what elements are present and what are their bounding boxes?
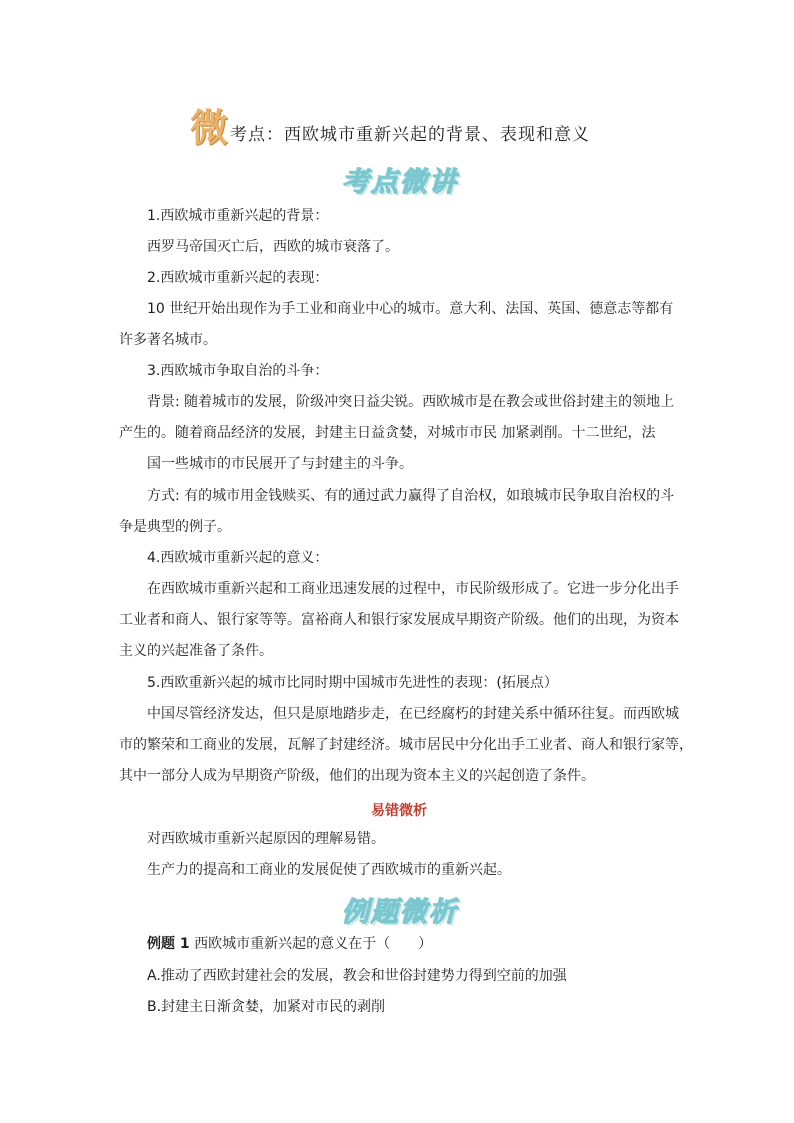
wei-badge: 微	[190, 105, 229, 150]
paragraph-line: 10 世纪开始出现作为手工业和商业中心的城市。意大利、法国、英国、德意志等都有	[147, 301, 674, 317]
paragraph-line: 在西欧城市重新兴起和工商业迅速发展的过程中，市民阶级形成了。它进一步分化出手	[147, 581, 679, 597]
paragraph-heading-2: 2.西欧城市重新兴起的表现：	[147, 270, 329, 286]
paragraph-line: 其中一部分人成为早期资产阶级，他们的出现为资本主义的兴起创造了条件。	[119, 768, 595, 784]
mistake-heading: 易错微析	[371, 803, 427, 819]
paragraph-line: 西罗马帝国灭亡后，西欧的城市衰落了。	[147, 239, 399, 255]
section-title	[190, 105, 591, 150]
option-a: A.推动了西欧封建社会的发展，教会和世俗封建势力得到空前的加强	[147, 968, 567, 984]
example-question-text: 西欧城市重新兴起的意义在于（ ）	[194, 936, 433, 952]
paragraph-line: 背景: 随着城市的发展，阶级冲突日益尖锐。西欧城市是在教会或世俗封建主的领地上	[147, 394, 675, 410]
mistake-line-2: 生产力的提高和工商业的发展促使了西欧城市的重新兴起。	[147, 862, 511, 878]
option-b: B.封建主日渐贪婪，加紧对市民的剥削	[147, 999, 386, 1015]
paragraph-heading-4: 4.西欧城市重新兴起的意义：	[147, 550, 329, 566]
section-title-text: 考点：西欧城市重新兴起的背景、表现和意义	[230, 124, 591, 145]
example-question	[147, 934, 707, 954]
example-banner: 例题微析	[342, 897, 458, 928]
paragraph-heading-3: 3.西欧城市争取自治的斗争：	[147, 363, 329, 379]
paragraph-heading-5: 5.西欧重新兴起的城市比同时期中国城市先进性的表现：(拓展点）	[147, 675, 558, 691]
paragraph-line: 市的繁荣和工商业的发展，瓦解了封建经济。城市居民中分化出手工业者、商人和银行家等，	[119, 737, 693, 753]
lecture-banner: 考点微讲	[342, 167, 458, 198]
example-label: 例题 1	[147, 936, 190, 952]
paragraph-line: 方式: 有的城市用金钱赎买、有的通过武力赢得了自治权，如琅城市民争取自治权的斗	[147, 488, 675, 504]
paragraph-line: 许多著名城市。	[119, 332, 217, 348]
paragraph-line: 产生的。随着商品经济的发展，封建主日益贪婪，对城市市民 加紧剥削。十二世纪，法	[119, 425, 656, 441]
paragraph-line: 工业者和商人、银行家等等。富裕商人和银行家发展成早期资产阶级。他们的出现，为资本	[119, 612, 679, 628]
paragraph-line: 争是典型的例子。	[119, 519, 231, 535]
paragraph-line: 主义的兴起准备了条件。	[119, 643, 273, 659]
paragraph-line: 中国尽管经济发达，但只是原地踏步走，在已经腐朽的封建关系中循环往复。而西欧城	[147, 706, 679, 722]
paragraph-heading-1: 1.西欧城市重新兴起的背景：	[147, 208, 329, 224]
mistake-line-1: 对西欧城市重新兴起原因的理解易错。	[147, 831, 385, 847]
paragraph-line: 国一些城市的市民展开了与封建主的斗争。	[147, 456, 413, 472]
